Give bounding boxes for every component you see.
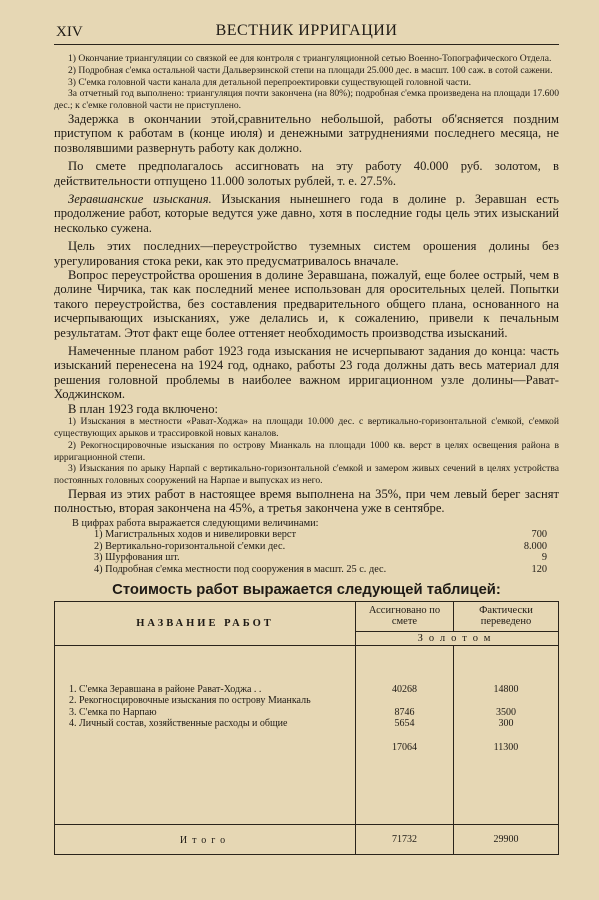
table-cell: 17064: [391, 741, 417, 753]
text-paragraph: Вопрос переустройства орошения в долине Зеравшана, пожалуй, еще более острый, чем в долине Чирчика, так как последний менее использован для оросительных целей. Попытки такого переустройства, без составления предварительного общего плана, основанного на исчерпывающих изысканиях, уже делались и, к сожалению, привели к печальным результатам. Этот факт еще более оттеняет необходимость производства изысканий.: [54, 268, 559, 340]
total-assigned: 71732: [356, 824, 454, 854]
text-paragraph: Первая из этих работ в настоящее время выполнена на 35%, при чем левый берег заснят полностью, вторая закончена на 45%, а третья закончена уже в сентябре.: [54, 486, 559, 516]
numbered-notes: [54, 53, 559, 112]
cost-table: [54, 601, 559, 855]
table-cell: 11300: [493, 741, 519, 753]
page-header: [54, 18, 559, 45]
summary-intro: В цифрах работа выражается следующими величинами:: [72, 517, 319, 529]
table-cell: 14800: [493, 683, 519, 695]
column-header-assigned: Ассигновано по смете: [356, 601, 454, 631]
table-row-name: 2. Рекогносцировочные изыскания по острову Мианкаль: [69, 695, 311, 707]
note-paragraph: 1) Окончание триангуляции со связкой ее для контроля с триангуляционной сетью Военно-Топографического Отдела.: [68, 53, 552, 64]
summary-figures: [54, 518, 559, 576]
actual-cell: [453, 645, 558, 824]
summary-row: 1) Магистральных ходов и нивелировки верст 700: [94, 529, 547, 541]
column-header-name: НАЗВАНИЕ РАБОТ: [55, 601, 356, 645]
table-cell: 40268: [391, 683, 417, 695]
page-number: XIV: [56, 24, 83, 40]
names-cell: [55, 645, 356, 824]
table-row-name: 3. С'емка по Нарпаю: [69, 706, 157, 718]
table-title: Стоимость работ выражается следующей таблицей:: [112, 581, 501, 598]
table-cell: 8746: [394, 706, 415, 718]
table-row-name: 4. Личный состав, хозяйственные расходы и общие: [69, 718, 288, 730]
assigned-cell: [356, 645, 454, 824]
unit-label: Золотом: [356, 631, 559, 645]
total-actual: 29900: [453, 824, 558, 854]
plan-item: 3) Изыскания по арыку Нарпай с вертикально-горизонтальной с'емкой и замером живых сечений в целях устройства постоянных головных сооружений на Нарпае и выпусках из него.: [54, 463, 559, 487]
note-paragraph: За отчетный год выполнено: триангуляция почти закончена (на 80%); подробная с'емка произведена на площади 17.600 дес.; к с'емке головной части не приступлено.: [54, 88, 559, 112]
journal-title: ВЕСТНИК ИРРИГАЦИИ: [215, 22, 398, 39]
progress-text: [54, 487, 559, 516]
total-label: Итого: [55, 824, 356, 854]
table-cell: 300: [498, 718, 514, 730]
note-paragraph: 3) С'емка головной части канала для детальной перепроектировки существующей головной части.: [68, 76, 471, 88]
section-heading: Зеравшанские изыскания.: [68, 192, 212, 207]
text-paragraph: В план 1923 года включено:: [68, 401, 219, 416]
summary-row: 2) Вертикально-горизонтальной с'емки дес. 8.000: [94, 540, 547, 552]
text-paragraph: Задержка в окончании этой,сравнительно небольшой, работы об'ясняется поздним приступом к работам в (конце июля) и денежными затруднениями последнего месяца, не позволявшими развернуть работу как должно.: [54, 111, 559, 155]
plan-item: 1) Изыскания в местности «Рават-Ходжа» на площади 10.000 дес. с вертикально-горизонтальной с'емкой, с'емкой существующих арыков и трассировкой новых каналов.: [54, 416, 559, 439]
text-paragraph: По смете предполагалось ассигновать на эту работу 40.000 руб. золотом, в действительности отпущено 11.000 золотых рублей, т. е. 27.5%.: [54, 159, 559, 188]
note-paragraph: 2) Подробная с'емка остальной части Дальверзинской степи на площади 25.000 дес. в масшт. 100 саж. в сотой сажени.: [68, 64, 553, 76]
text-paragraph: Намеченные планом работ 1923 года изыскания не исчерпывают задания до конца: часть изысканий перенесена на 1924 год, однако, работы 23 года должны дать весь материал для решения головной проблемы в наиболее важном ирригационном узле долины—Рават-Ходжинском.: [54, 344, 559, 402]
text-paragraph: Цель этих последних—переустройство туземных систем орошения долины без урегулирования стока реки, как это предусматривалось вначале.: [54, 239, 559, 268]
column-header-actual: Фактически переведено: [453, 601, 558, 631]
text-paragraph: Зеравшанские изыскания. Изыскания нынешнего года в долине р. Зеравшан есть продолжение работ, которые ведутся уже давно, хотя в последние годы цель этих изысканий несколько сужена.: [54, 192, 560, 235]
summary-row: 4) Подробная с'емка местности под сооружения в масшт. 25 с. дес. 120: [94, 564, 547, 576]
summary-row: 3) Шурфования шт. 9: [94, 552, 547, 564]
table-row-name: 1. С'емка Зеравшана в районе Рават-Ходжа . .: [69, 683, 262, 695]
body-text: [54, 112, 559, 416]
plan-item: 2) Рекогносцировочные изыскания по острову Мианкаль на площади 1000 кв. верст в целях освещения района в ирригационной степи.: [54, 439, 559, 463]
table-cell: 3500: [495, 706, 516, 718]
plan-items: [54, 416, 559, 487]
table-cell: 5654: [394, 718, 415, 730]
